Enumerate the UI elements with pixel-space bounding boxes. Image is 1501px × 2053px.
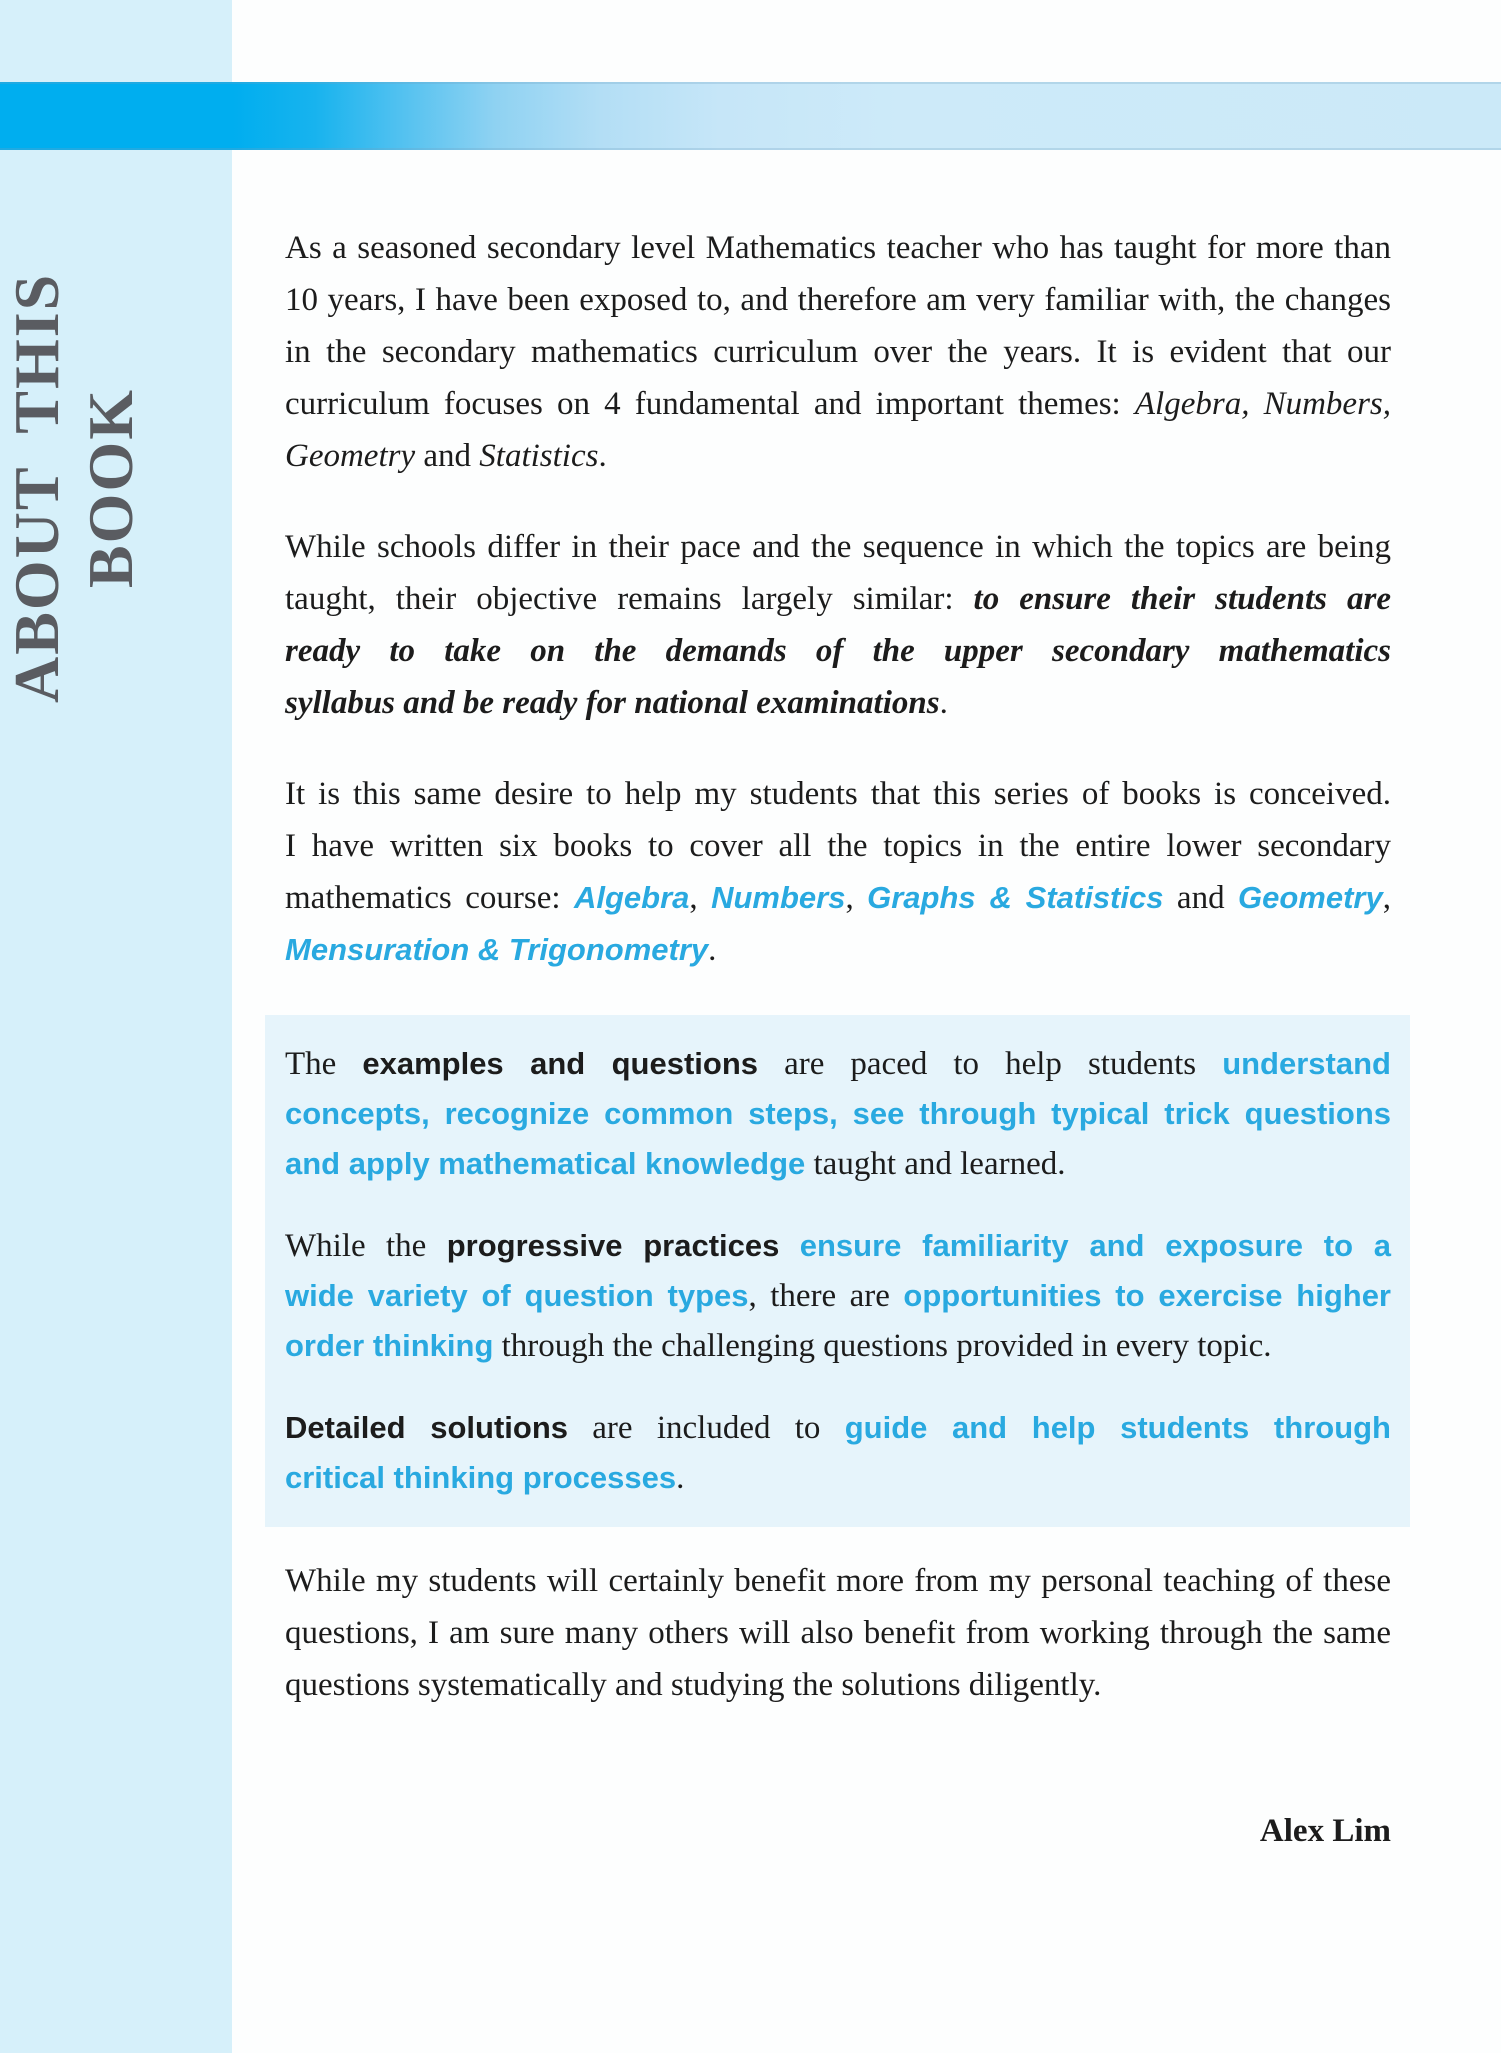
text-run: As a seasoned secondary level Mathematics teacher who has taught for more than — [285, 230, 1391, 266]
text-line — [285, 872, 1391, 924]
text-line — [285, 677, 1391, 729]
text-run: through the challenging questions provided in every topic. — [493, 1328, 1272, 1364]
text-run: Geometry — [1238, 880, 1383, 915]
text-run: Mensuration & Trigonometry — [285, 932, 709, 967]
text-run: While the — [285, 1228, 447, 1264]
text-run: . — [598, 438, 607, 474]
text-run: Numbers — [711, 880, 846, 915]
text-line — [285, 222, 1391, 274]
paragraph — [285, 1555, 1391, 1711]
text-line — [285, 1221, 1391, 1271]
text-run: to ensure their students are — [973, 581, 1391, 617]
text-line — [285, 1607, 1391, 1659]
text-line — [285, 1403, 1391, 1453]
text-line — [285, 625, 1391, 677]
text-run: curriculum focuses on 4 fundamental and important themes: — [285, 386, 1135, 422]
text-line — [285, 924, 1391, 976]
text-run: . — [939, 685, 948, 721]
page-title: ABOUT THIS BOOK — [1, 272, 146, 703]
text-run: , — [689, 880, 712, 916]
text-run: and — [415, 438, 480, 474]
text-run: are included to — [568, 1410, 845, 1446]
text-run: , there are — [748, 1278, 904, 1314]
author-signature: Alex Lim — [1259, 1813, 1391, 1849]
text-run: syllabus and be ready for national examinations — [285, 685, 940, 721]
text-line — [285, 768, 1391, 820]
body-text-column — [285, 0, 1391, 1851]
text-run: critical thinking processes — [285, 1460, 677, 1495]
text-line — [285, 521, 1391, 573]
text-run: Algebra, Numbers, — [1134, 386, 1391, 422]
text-run: Algebra — [573, 880, 690, 915]
text-run: and — [1163, 880, 1239, 916]
text-line — [285, 1453, 1391, 1503]
text-run: concepts, recognize common steps, see through typical trick questions — [285, 1096, 1391, 1131]
text-run: ensure familiarity and exposure to a — [799, 1228, 1392, 1263]
text-run: in the secondary mathematics curriculum over the years. It is evident that our — [285, 334, 1391, 370]
text-run: progressive practices — [446, 1228, 780, 1263]
text-line — [285, 430, 1391, 482]
text-run: order thinking — [285, 1328, 494, 1363]
paragraph — [285, 1221, 1391, 1371]
text-line — [285, 1271, 1391, 1321]
text-run: While schools differ in their pace and the sequence in which the topics are being — [285, 529, 1391, 565]
paragraph — [285, 1403, 1391, 1503]
text-run: examples and questions — [362, 1046, 759, 1081]
text-line — [285, 820, 1391, 872]
text-line — [285, 1089, 1391, 1139]
text-run: questions systematically and studying the solutions diligently. — [285, 1667, 1102, 1703]
text-run: , — [845, 880, 868, 916]
text-run: guide and help students through — [844, 1410, 1391, 1445]
paragraph — [285, 521, 1391, 729]
text-run: taught, their objective remains largely similar: — [285, 581, 974, 617]
text-run: . — [708, 932, 717, 968]
text-run: questions, I am sure many others will also benefit from working through the same — [285, 1615, 1391, 1651]
paragraph-blocks — [285, 222, 1391, 1711]
text-run: Statistics — [479, 438, 599, 474]
text-run: Geometry — [285, 438, 416, 474]
text-run: Detailed solutions — [285, 1410, 569, 1445]
text-run: mathematics course: — [285, 880, 574, 916]
text-run — [779, 1228, 799, 1264]
text-line — [285, 1039, 1391, 1089]
text-run: understand — [1222, 1046, 1391, 1081]
text-run: Graphs & Statistics — [867, 880, 1164, 915]
text-run: taught and learned. — [805, 1146, 1066, 1182]
text-run: The — [285, 1046, 363, 1082]
text-run: . — [676, 1460, 685, 1496]
text-run: and apply mathematical knowledge — [285, 1146, 806, 1181]
text-run: 10 years, I have been exposed to, and therefore am very familiar with, the changes — [285, 282, 1391, 318]
text-line — [285, 1659, 1391, 1711]
text-run: It is this same desire to help my students that this series of books is conceived. — [285, 776, 1391, 812]
text-line — [285, 378, 1391, 430]
text-run: ready to take on the demands of the upper secondary mathematics — [285, 633, 1391, 669]
text-line — [285, 573, 1391, 625]
text-run: wide variety of question types — [285, 1278, 749, 1313]
text-line — [285, 1321, 1391, 1371]
paragraph — [285, 1039, 1391, 1189]
text-run: are paced to help students — [758, 1046, 1223, 1082]
text-line — [285, 1139, 1391, 1189]
text-line — [285, 1555, 1391, 1607]
highlight-box — [265, 1015, 1410, 1527]
paragraph — [285, 768, 1391, 976]
text-line — [285, 274, 1391, 326]
text-run: While my students will certainly benefit more from my personal teaching of these — [285, 1563, 1391, 1599]
text-run: opportunities to exercise higher — [903, 1278, 1391, 1313]
text-run: I have written six books to cover all the topics in the entire lower secondary — [285, 828, 1391, 864]
text-run: , — [1382, 880, 1391, 916]
paragraph — [285, 222, 1391, 482]
text-line — [285, 326, 1391, 378]
